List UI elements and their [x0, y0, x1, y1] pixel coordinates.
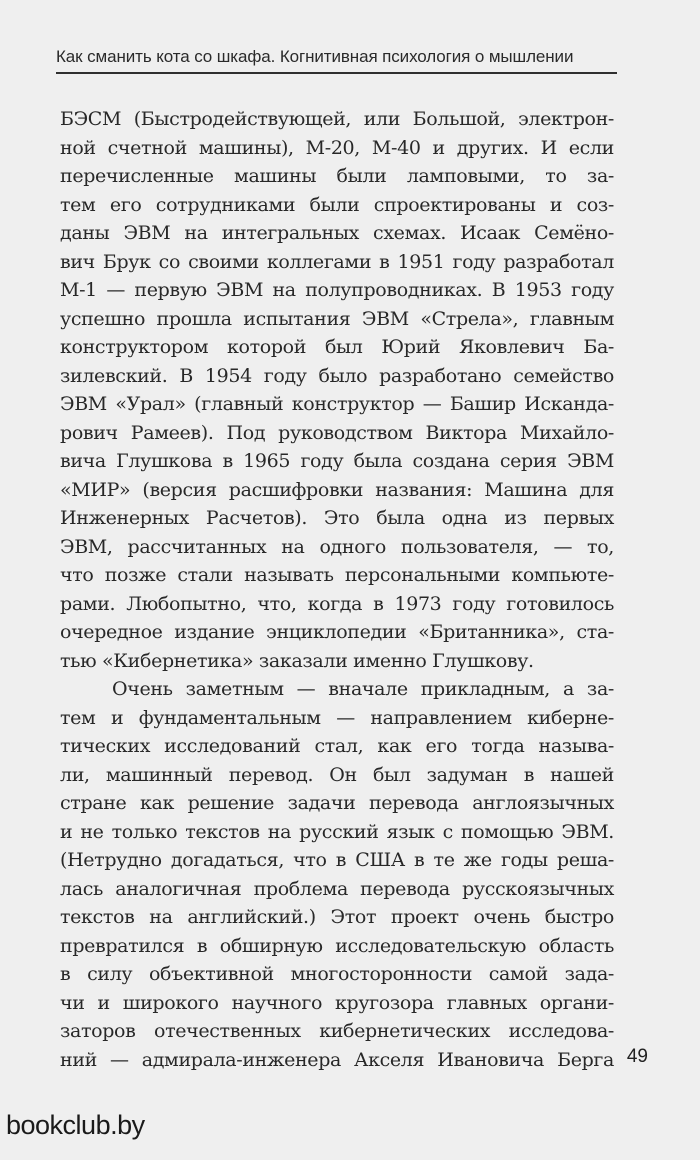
text-line: тью «Кибернетика» заказали именно Глушкову. [60, 649, 534, 672]
text-line: превратился в обширную исследовательскую область [60, 934, 614, 957]
text-line: БЭСМ (Быстродействующей, или Большой, электрон- [60, 108, 614, 130]
text-line: М-1 — первую ЭВМ на полупроводниках. В 1953 году [60, 279, 614, 301]
paragraph-first-line: Очень заметным — вначале прикладным, а за- [112, 678, 614, 700]
text-line: лась аналогичная проблема перевода русскоязычных [60, 877, 614, 900]
text-line: рович Рамеев). Под руководством Виктора Михайло- [60, 421, 614, 444]
text-line: рами. Любопытно, что, когда в 1973 году готовилось [60, 592, 614, 615]
text-line: (Нетрудно догадаться, что в США в те же годы реша- [60, 849, 614, 871]
text-line: очередное издание энциклопедии «Британника», ста- [60, 621, 614, 643]
header-rule [56, 72, 617, 74]
text-line: и не только текстов на русский язык с помощью ЭВМ. [60, 820, 614, 843]
text-line: что позже стали называть персональными компьюте- [60, 564, 614, 586]
text-line: конструктором которой был Юрий Яковлевич Ба- [60, 336, 614, 358]
text-line: ЭВМ, рассчитанных на одного пользователя, — то, [60, 535, 614, 558]
text-line: ной счетной машины), М-20, М-40 и других. И если [60, 136, 614, 159]
text-line: зилевский. В 1954 году было разработано семейство [60, 364, 614, 387]
watermark-text: bookclub.by [6, 1110, 145, 1140]
text-line: текстов на английский.) Этот проект очень быстро [60, 906, 614, 928]
text-line: ний — адмирала-инженера Акселя Ивановича Берга [60, 1048, 614, 1071]
body-text [60, 105, 614, 1074]
text-line: тем его сотрудниками были спроектированы и соз- [60, 193, 614, 216]
text-line: вича Глушкова в 1965 году была создана серия ЭВМ [60, 450, 614, 472]
text-line: ЭВМ «Урал» (главный конструктор — Башир Исканда- [60, 393, 614, 415]
text-line: тических исследований стал, как его тогда называ- [60, 735, 614, 757]
text-line: Инженерных Расчетов). Это была одна из первых [60, 507, 614, 529]
text-line: чи и широкого научного кругозора главных органи- [60, 991, 614, 1014]
text-line: ли, машинный перевод. Он был задуман в нашей [60, 763, 614, 786]
text-line: вич Брук со своими коллегами в 1951 году разработал [60, 250, 614, 273]
text-line: в силу объективной многосторонности самой зада- [60, 963, 614, 985]
running-header: Как сманить кота со шкафа. Когнитивная психология о мышлении [56, 47, 574, 66]
text-line: заторов отечественных кибернетических исследова- [60, 1020, 614, 1042]
text-line: стране как решение задачи перевода англоязычных [60, 792, 614, 814]
text-line: «МИР» (версия расшифровки названия: Машина для [60, 478, 614, 501]
text-line: перечисленные машины были ламповыми, то за- [60, 165, 614, 187]
text-line: тем и фундаментальным — направлением киберне- [60, 706, 614, 729]
page-number: 49 [626, 1046, 648, 1067]
text-line: успешно прошла испытания ЭВМ «Стрела», главным [60, 307, 614, 330]
text-line: даны ЭВМ на интегральных схемах. Исаак Семёно- [60, 222, 614, 244]
